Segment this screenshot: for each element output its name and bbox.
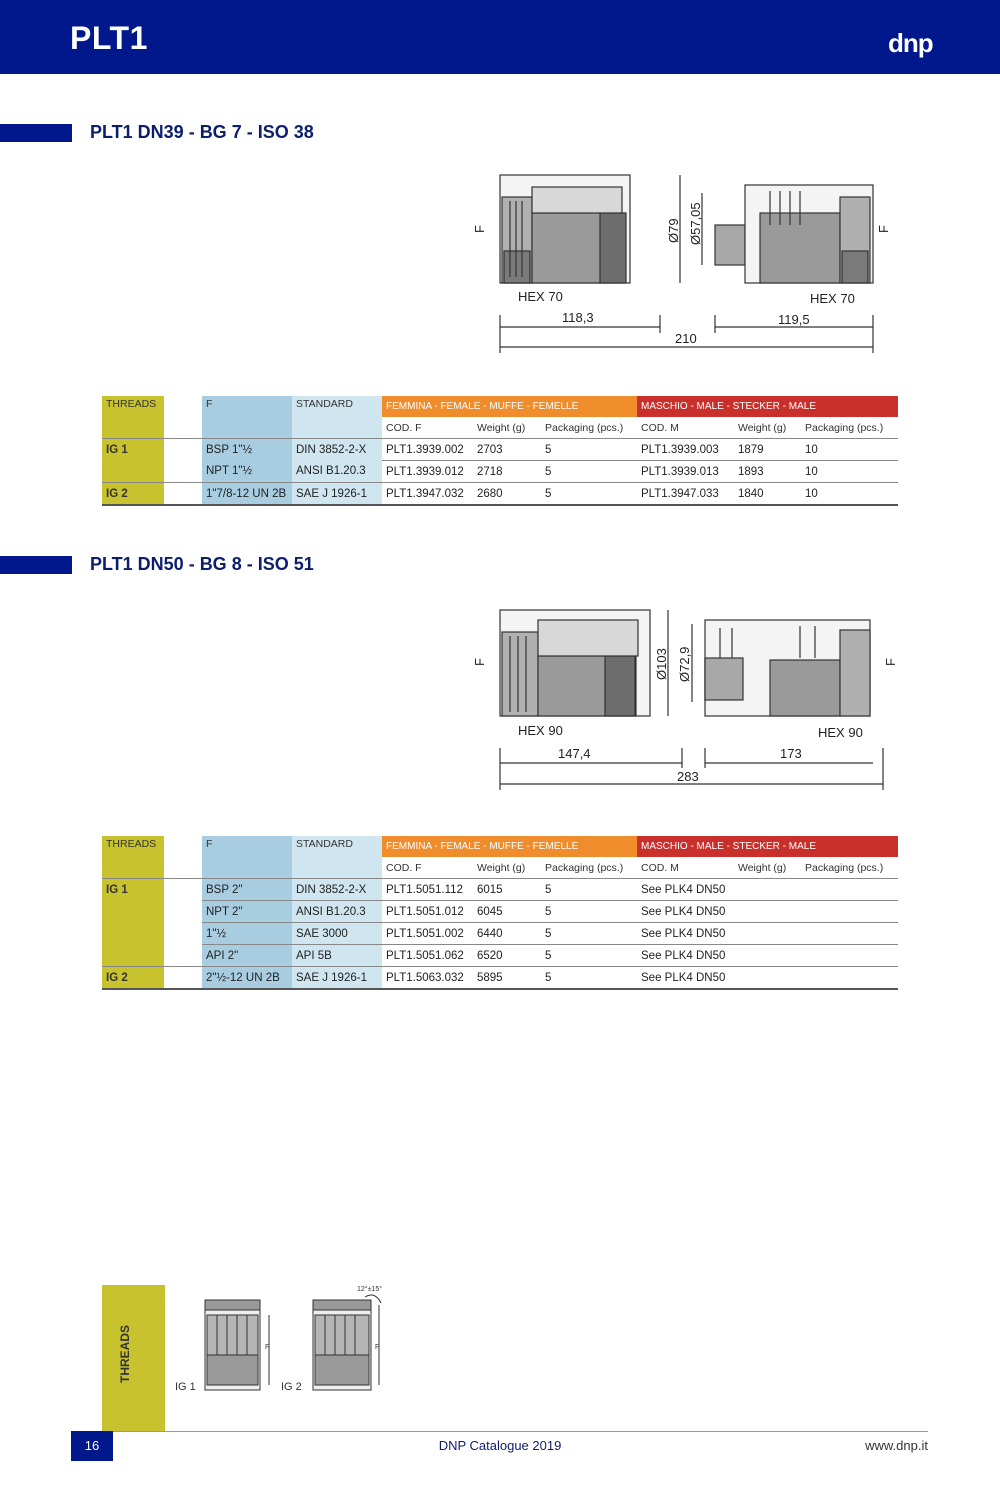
table-row	[102, 879, 898, 901]
table-cell: DIN 3852-2-X	[292, 439, 382, 461]
header-threads: THREADS	[102, 396, 164, 439]
header-weight-m: Weight (g)	[738, 861, 787, 874]
table-cell: PLT1.5051.012	[382, 901, 473, 923]
table-cell: API 2"	[202, 945, 292, 967]
dn50-dim-total: 283	[677, 769, 699, 784]
table-cell: 2718	[473, 461, 541, 483]
dn39-f-label-left: F	[472, 225, 487, 233]
table-cell: 5	[541, 879, 637, 901]
header-cod-m: COD. M	[641, 861, 679, 874]
table-cell: 2"½-12 UN 2B	[202, 967, 292, 990]
page-number: 16	[71, 1431, 113, 1461]
threads-legend-label: THREADS	[118, 1324, 133, 1384]
dn39-dim-total: 210	[675, 331, 697, 346]
header-weight-f: Weight (g)	[477, 861, 526, 874]
table-row	[102, 945, 898, 967]
header-f: F	[202, 396, 292, 439]
table-cell: 5	[541, 461, 637, 483]
page-header	[0, 0, 1000, 74]
table-cell: BSP 2"	[202, 879, 292, 901]
table-cell: See PLK4 DN50	[637, 923, 734, 945]
table-cell: 1879	[734, 439, 801, 461]
legend-ig1-label: IG 1	[175, 1381, 196, 1393]
table-cell: 5	[541, 483, 637, 506]
header-male: MASCHIO - MALE - STECKER - MALE	[637, 396, 898, 417]
legend-ig2-label: IG 2	[281, 1381, 302, 1393]
table-cell: PLT1.3939.002	[382, 439, 473, 461]
table-cell: PLT1.3939.012	[382, 461, 473, 483]
table-cell: 1840	[734, 483, 801, 506]
table-cell	[102, 923, 164, 945]
table-cell: NPT 2"	[202, 901, 292, 923]
header-weight-f: Weight (g)	[477, 421, 526, 434]
table-cell	[801, 879, 898, 901]
table-cell: See PLK4 DN50	[637, 901, 734, 923]
table-cell	[801, 945, 898, 967]
footer-website-link[interactable]: www.dnp.it	[865, 1438, 928, 1453]
header-pack-f: Packaging (pcs.)	[545, 861, 624, 874]
threads-legend-box	[102, 1285, 165, 1431]
table-cell: SAE J 1926-1	[292, 967, 382, 990]
table-cell: See PLK4 DN50	[637, 945, 734, 967]
header-male: MASCHIO - MALE - STECKER - MALE	[637, 836, 898, 857]
table-cell: PLT1.5063.032	[382, 967, 473, 990]
header-threads: THREADS	[102, 836, 164, 879]
legend-angle-label: 12°±15°	[357, 1286, 383, 1293]
dn50-dim-right: 173	[780, 746, 802, 761]
table-cell: IG 2	[102, 483, 164, 506]
table-cell: 1"7/8-12 UN 2B	[202, 483, 292, 506]
table-cell	[102, 901, 164, 923]
table-cell	[164, 879, 202, 901]
table-cell	[164, 439, 202, 461]
legend-f-label-ig1: F	[265, 1344, 270, 1351]
dn50-technical-drawing	[470, 598, 900, 793]
table-cell: PLT1.5051.112	[382, 879, 473, 901]
header-cod-f: COD. F	[386, 861, 422, 874]
header-female: FEMMINA - FEMALE - MUFFE - FEMELLE	[382, 396, 637, 417]
table-cell: SAE J 1926-1	[292, 483, 382, 506]
table-cell: NPT 1"½	[202, 461, 292, 483]
table-cell: BSP 1"½	[202, 439, 292, 461]
table-row	[102, 461, 898, 483]
header-f: F	[202, 836, 292, 879]
section-title-dn50: PLT1 DN50 - BG 8 - ISO 51	[90, 554, 314, 574]
table-cell: PLT1.3947.032	[382, 483, 473, 506]
table-cell: 5	[541, 967, 637, 990]
header-female: FEMMINA - FEMALE - MUFFE - FEMELLE	[382, 836, 637, 857]
header-pack-m: Packaging (pcs.)	[805, 861, 884, 874]
dn39-dim-left: 118,3	[562, 310, 594, 325]
table-cell	[164, 483, 202, 506]
table-cell	[801, 923, 898, 945]
table-cell: 10	[801, 461, 898, 483]
table-cell: 2680	[473, 483, 541, 506]
table-cell: SAE 3000	[292, 923, 382, 945]
table-row	[102, 901, 898, 923]
section-title-dn39: PLT1 DN39 - BG 7 - ISO 38	[90, 122, 314, 142]
table-cell	[164, 945, 202, 967]
dn50-f-label-left: F	[472, 658, 487, 666]
table-cell: 6045	[473, 901, 541, 923]
dn39-f-label-right: F	[876, 225, 891, 233]
header-pack-f: Packaging (pcs.)	[545, 421, 624, 434]
table-cell: 1"½	[202, 923, 292, 945]
table-cell	[734, 879, 801, 901]
dn39-dia-inner: Ø57,05	[688, 202, 703, 245]
table-cell: 6520	[473, 945, 541, 967]
table-cell: 6440	[473, 923, 541, 945]
header-pack-m: Packaging (pcs.)	[805, 421, 884, 434]
section-bar	[0, 124, 72, 142]
table-cell	[164, 901, 202, 923]
table-cell	[734, 923, 801, 945]
header-standard: STANDARD	[292, 396, 382, 439]
table-cell: PLT1.3939.003	[637, 439, 734, 461]
table-cell: 5	[541, 901, 637, 923]
dn50-f-label-right: F	[883, 658, 898, 666]
table-cell	[164, 461, 202, 483]
dn39-spec-table	[102, 396, 898, 506]
table-cell: 5	[541, 923, 637, 945]
table-cell	[164, 836, 202, 879]
dn50-dim-left: 147,4	[558, 746, 591, 761]
table-cell	[801, 967, 898, 990]
table-cell: IG 1	[102, 439, 164, 461]
table-cell	[164, 396, 202, 439]
table-cell: API 5B	[292, 945, 382, 967]
table-row	[102, 923, 898, 945]
table-cell: PLT1.3947.033	[637, 483, 734, 506]
table-cell: ANSI B1.20.3	[292, 461, 382, 483]
table-cell: 1893	[734, 461, 801, 483]
table-cell: See PLK4 DN50	[637, 967, 734, 990]
threads-legend-drawing	[195, 1285, 395, 1395]
page-title: PLT1	[70, 20, 148, 56]
table-cell: IG 1	[102, 879, 164, 901]
section-bar	[0, 556, 72, 574]
table-cell: See PLK4 DN50	[637, 879, 734, 901]
table-cell	[734, 901, 801, 923]
table-cell: 2703	[473, 439, 541, 461]
dn39-technical-drawing	[470, 165, 900, 360]
table-cell	[734, 945, 801, 967]
table-cell	[164, 967, 202, 990]
table-cell: PLT1.5051.062	[382, 945, 473, 967]
dn50-hex-left: HEX 90	[518, 723, 563, 738]
table-cell: DIN 3852-2-X	[292, 879, 382, 901]
dn50-spec-table	[102, 836, 898, 990]
table-cell: IG 2	[102, 967, 164, 990]
header-cod-f: COD. F	[386, 421, 422, 434]
table-row	[102, 483, 898, 506]
header-cod-m: COD. M	[641, 421, 679, 434]
table-cell	[102, 945, 164, 967]
table-cell: 6015	[473, 879, 541, 901]
dn50-dia-outer: Ø103	[654, 648, 669, 680]
table-cell	[801, 901, 898, 923]
table-row	[102, 967, 898, 990]
table-cell	[734, 967, 801, 990]
table-cell	[102, 461, 164, 483]
footer-divider	[102, 1431, 928, 1432]
dn39-hex-left: HEX 70	[518, 289, 563, 304]
table-row	[102, 439, 898, 461]
header-standard: STANDARD	[292, 836, 382, 879]
table-cell: 10	[801, 439, 898, 461]
dn39-dia-outer: Ø79	[666, 218, 681, 243]
legend-f-label-ig2: F	[375, 1344, 380, 1351]
table-cell: 5	[541, 439, 637, 461]
table-cell	[164, 923, 202, 945]
table-cell: 10	[801, 483, 898, 506]
table-cell: PLT1.3939.013	[637, 461, 734, 483]
dn50-hex-right: HEX 90	[818, 725, 863, 740]
dn50-dia-inner: Ø72,9	[677, 646, 692, 682]
header-weight-m: Weight (g)	[738, 421, 787, 434]
table-cell: PLT1.5051.002	[382, 923, 473, 945]
dn39-dim-right: 119,5	[778, 312, 810, 327]
dnp-logo: dnp	[888, 28, 933, 58]
table-cell: 5	[541, 945, 637, 967]
dn39-hex-right: HEX 70	[810, 291, 855, 306]
footer-catalogue-title: DNP Catalogue 2019	[438, 1438, 562, 1453]
table-cell: 5895	[473, 967, 541, 990]
table-cell: ANSI B1.20.3	[292, 901, 382, 923]
